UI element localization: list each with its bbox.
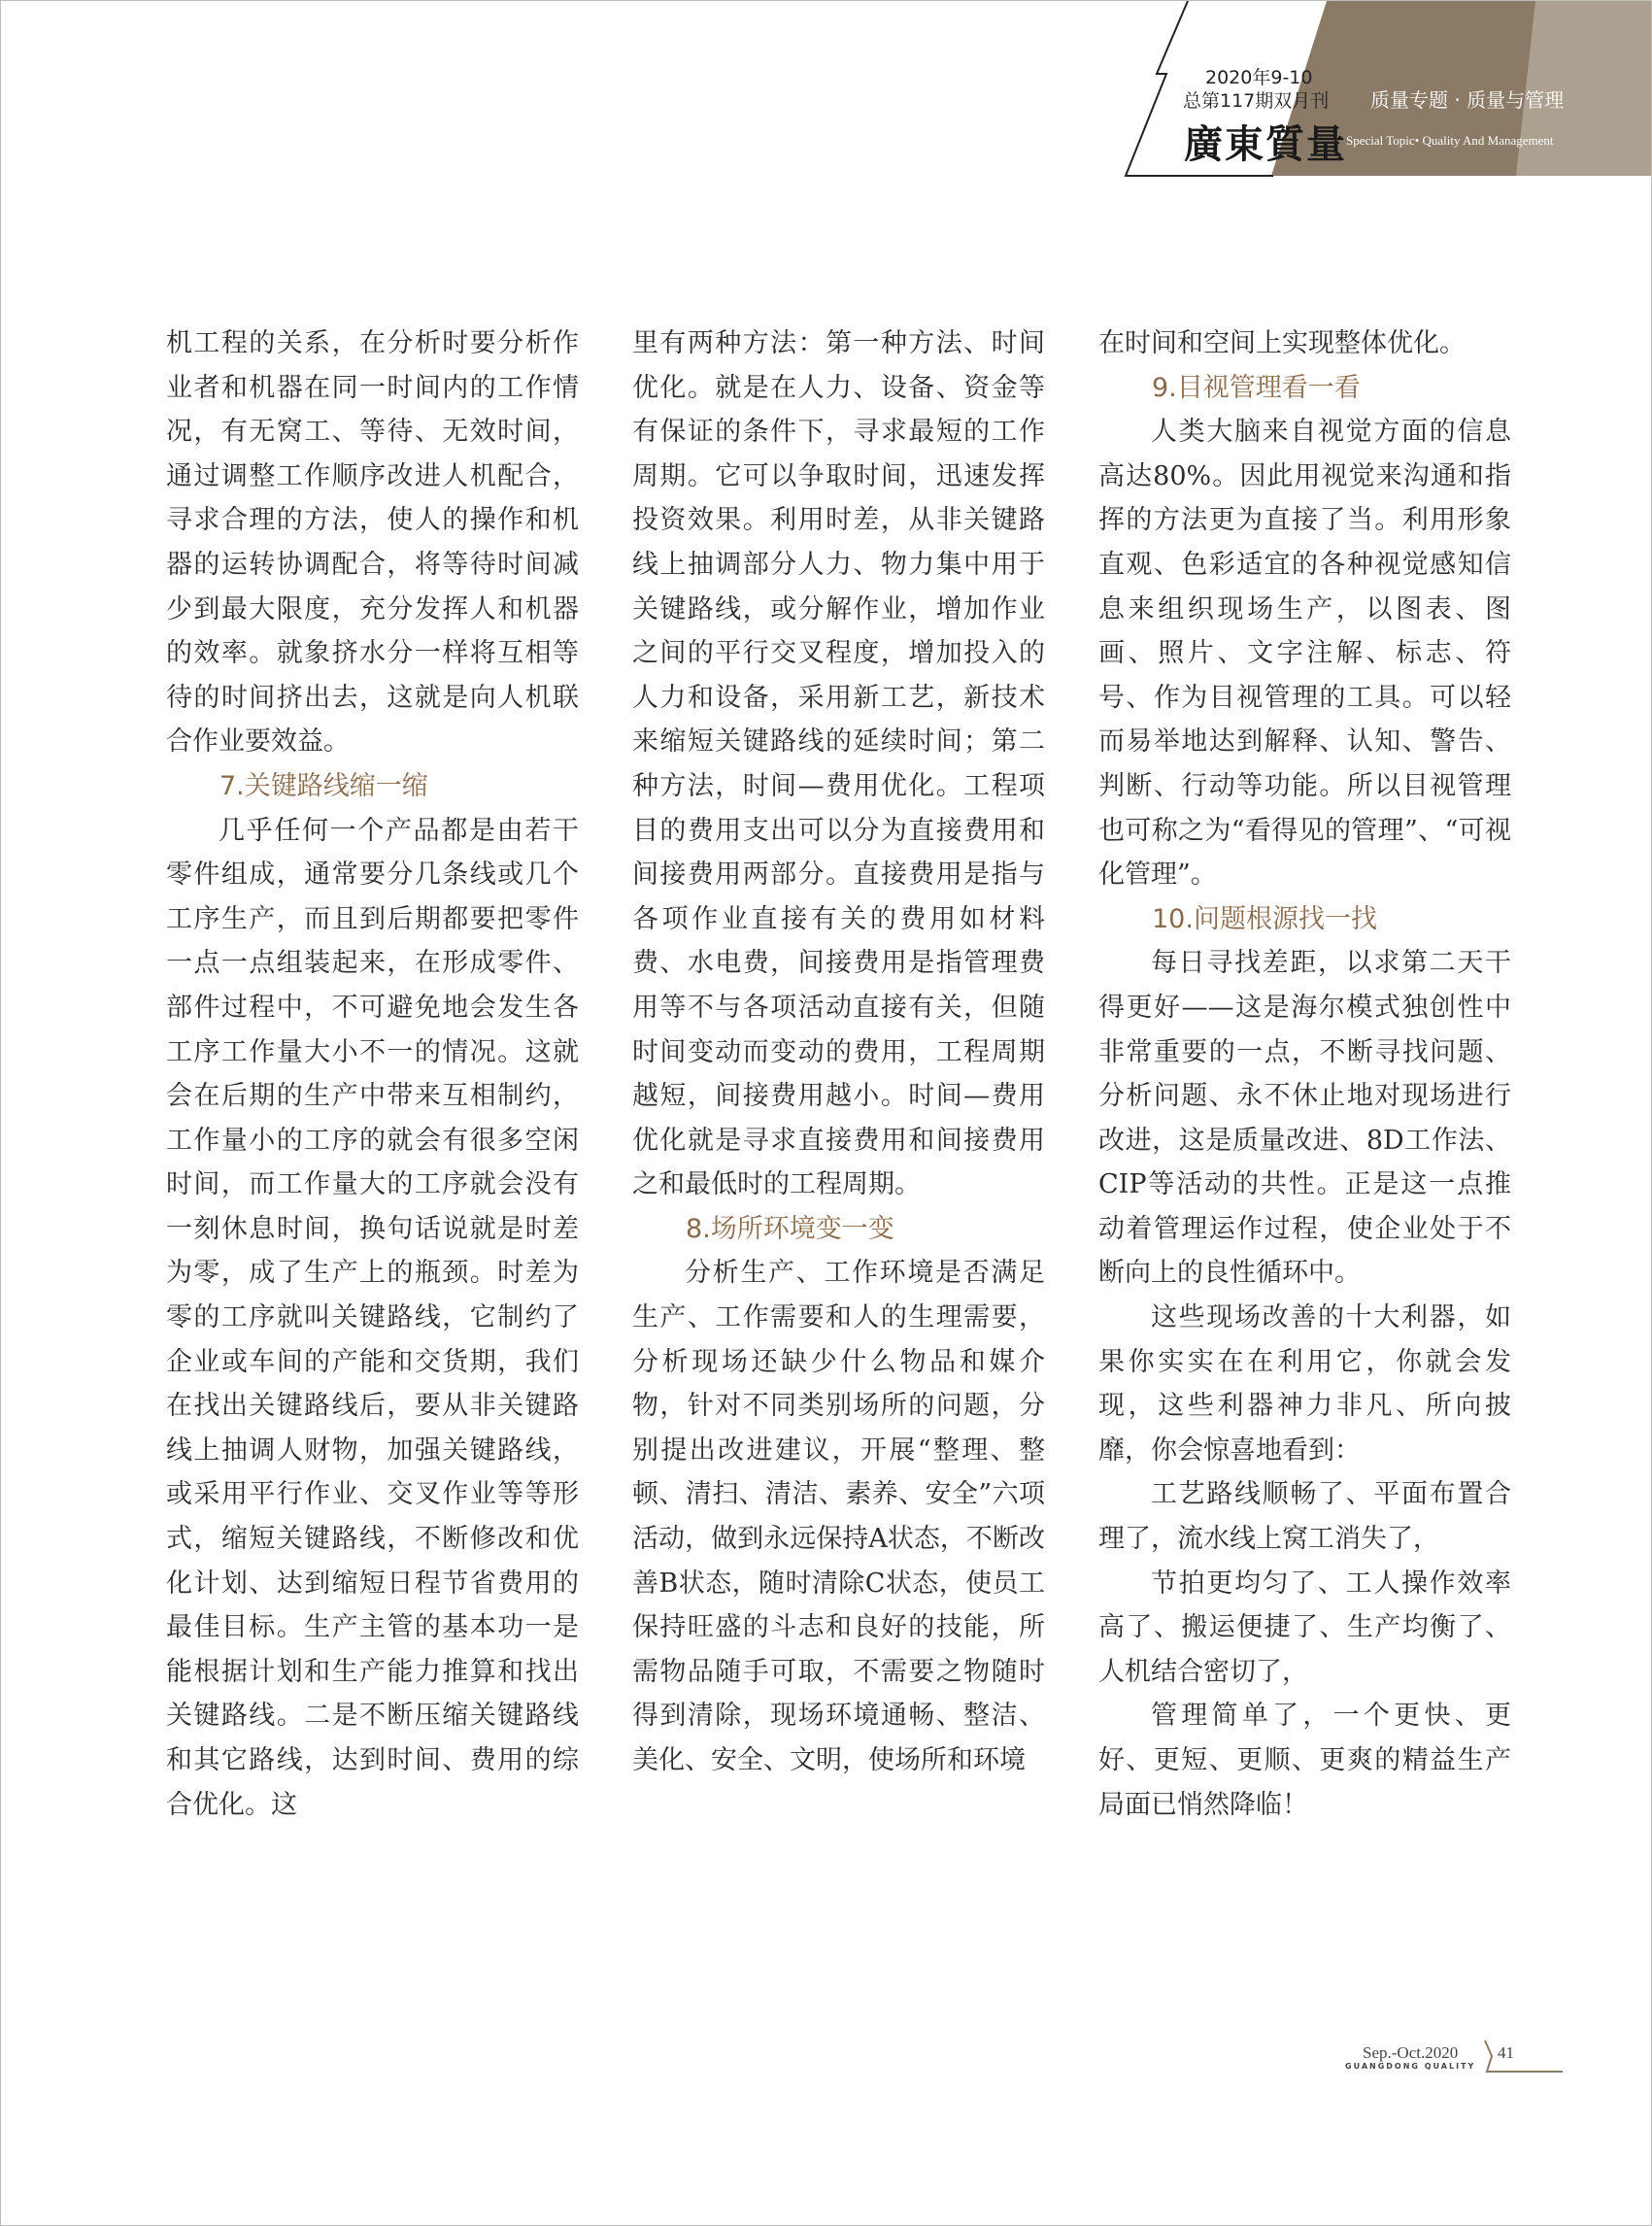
- section-heading: 7.关键路线缩一缩: [219, 770, 428, 801]
- footer-frame-line: [1485, 2040, 1563, 2072]
- issue-number: 总第117期双月刊: [1183, 90, 1330, 112]
- body-paragraph: 管理简单了，一个更快、更好、更短、更顺、更爽的精益生产局面已悄然降临！: [1098, 1701, 1511, 1820]
- footer-date: Sep.-Oct.2020: [1363, 2043, 1459, 2062]
- issue-date: 2020年9-10: [1205, 67, 1313, 88]
- body-paragraph: 每日寻找差距，以求第二天干得更好——这是海尔模式独创性中非常重要的一点，不断寻找问题、分析问题、永不休止地对现场进行改进，这是质量改进、8D工作法、CIP等活动的共性。正是这一点推动着管理运作过程，使企业处于不断向上的良性循环中。: [1098, 948, 1511, 1289]
- body-paragraph: 机工程的关系，在分析时要分析作业者和机器在同一时间内的工作情况，有无窝工、等待、无效时间，通过调整工作顺序改进人机配合，寻求合理的方法，使人的操作和机器的运转协调配合，将等待时间减少到最大限度，充分发挥人和机器的效率。就象挤水分一样将互相等待的时间挤出去，这就是向人机联合作业要效益。: [166, 328, 579, 758]
- body-paragraph: 人类大脑来自视觉方面的信息高达80%。因此用视觉来沟通和指挥的方法更为直接了当。利用形象直观、色彩适宜的各种视觉感知信息来组织现场生产，以图表、图画、照片、文字注解、标志、符号、作为目视管理的工具。可以轻而易举地达到解释、认知、警告、判断、行动等功能。所以目视管理也可称之为“看得见的管理”、“可视化管理”。: [1098, 417, 1511, 891]
- body-paragraph: 里有两种方法：第一种方法、时间优化。就是在人力、设备、资金等有保证的条件下，寻求最短的工作周期。它可以争取时间，迅速发挥投资效果。利用时差，从非关键路线上抽调部分人力、物力集中用于关键路线，或分解作业，增加作业之间的平行交叉程度，增加投入的人力和设备，采用新工艺，新技术来缩短关键路线的延续时间；第二种方法，时间—费用优化。工程项目的费用支出可以分为直接费用和间接费用两部分。直接费用是指与各项作业直接有关的费用如材料费、水电费，间接费用是指管理费用等不与各项活动直接有关，但随时间变动而变动的费用，工程周期越短，间接费用越小。时间—费用优化就是寻求直接费用和间接费用之和最低时的工程周期。: [632, 328, 1045, 1200]
- section-title: 质量专题 · 质量与管理: [1370, 88, 1565, 112]
- body-paragraph: 节拍更均匀了、工人操作效率高了、搬运便捷了、生产均衡了、人机结合密切了，: [1098, 1568, 1511, 1687]
- page-number: 41: [1498, 2043, 1514, 2062]
- body-paragraph: 几乎任何一个产品都是由若干零件组成，通常要分几条线或几个工序生产，而且到后期都要把零件一点一点组装起来，在形成零件、部件过程中，不可避免地会发生各工序工作量大小不一的情况。这就会在后期的生产中带来互相制约，工作量小的工序的就会有很多空闲时间，而工作量大的工序就会没有一刻休息时间，换句话说就是时差为零，成了生产上的瓶颈。时差为零的工序就叫关键路线，它制约了企业或车间的产能和交货期，我们在找出关键路线后，要从非关键路线上抽调人财物，加强关键路线，或采用平行作业、交叉作业等等形式，缩短关键路线，不断修改和优化计划、达到缩短日程节省费用的最佳目标。生产主管的基本功一是能根据计划和生产能力推算和找出关键路线。二是不断压缩关键路线和其它路线，达到时间、费用的综合优化。这: [166, 815, 579, 1820]
- text-column-2: [632, 321, 1045, 1783]
- body-paragraph: 这些现场改善的十大利器，如果你实实在在利用它，你就会发现，这些利器神力非凡、所向披靡，你会惊喜地看到：: [1098, 1302, 1511, 1466]
- section-heading: 10.问题根源找一找: [1152, 903, 1377, 934]
- body-paragraph: 在时间和空间上实现整体优化。: [1098, 328, 1466, 358]
- body-paragraph: 分析生产、工作环境是否满足生产、工作需要和人的生理需要，分析现场还缺少什么物品和媒介物，针对不同类别场所的问题，分别提出改进建议，开展“整理、整顿、清扫、清洁、素养、安全”六项活动，做到永远保持A状态，不断改善B状态，随时清除C状态，使员工保持旺盛的斗志和良好的技能，所需物品随手可取，不需要之物随时得到清除，现场环境通畅、整洁、美化、安全、文明，使场所和环境: [632, 1258, 1045, 1775]
- magazine-logo: 廣東質量: [1184, 121, 1347, 167]
- section-heading: 9.目视管理看一看: [1152, 372, 1361, 403]
- text-column-1: [166, 321, 579, 1827]
- footer-magazine-name: GUANGDONG QUALITY: [1345, 2062, 1476, 2071]
- section-heading: 8.场所环境变一变: [686, 1213, 894, 1244]
- text-column-3: [1098, 321, 1511, 1827]
- section-title-en: Special Topic• Quality And Management: [1346, 133, 1554, 148]
- body-paragraph: 工艺路线顺畅了、平面布置合理了，流水线上窝工消失了，: [1098, 1479, 1511, 1555]
